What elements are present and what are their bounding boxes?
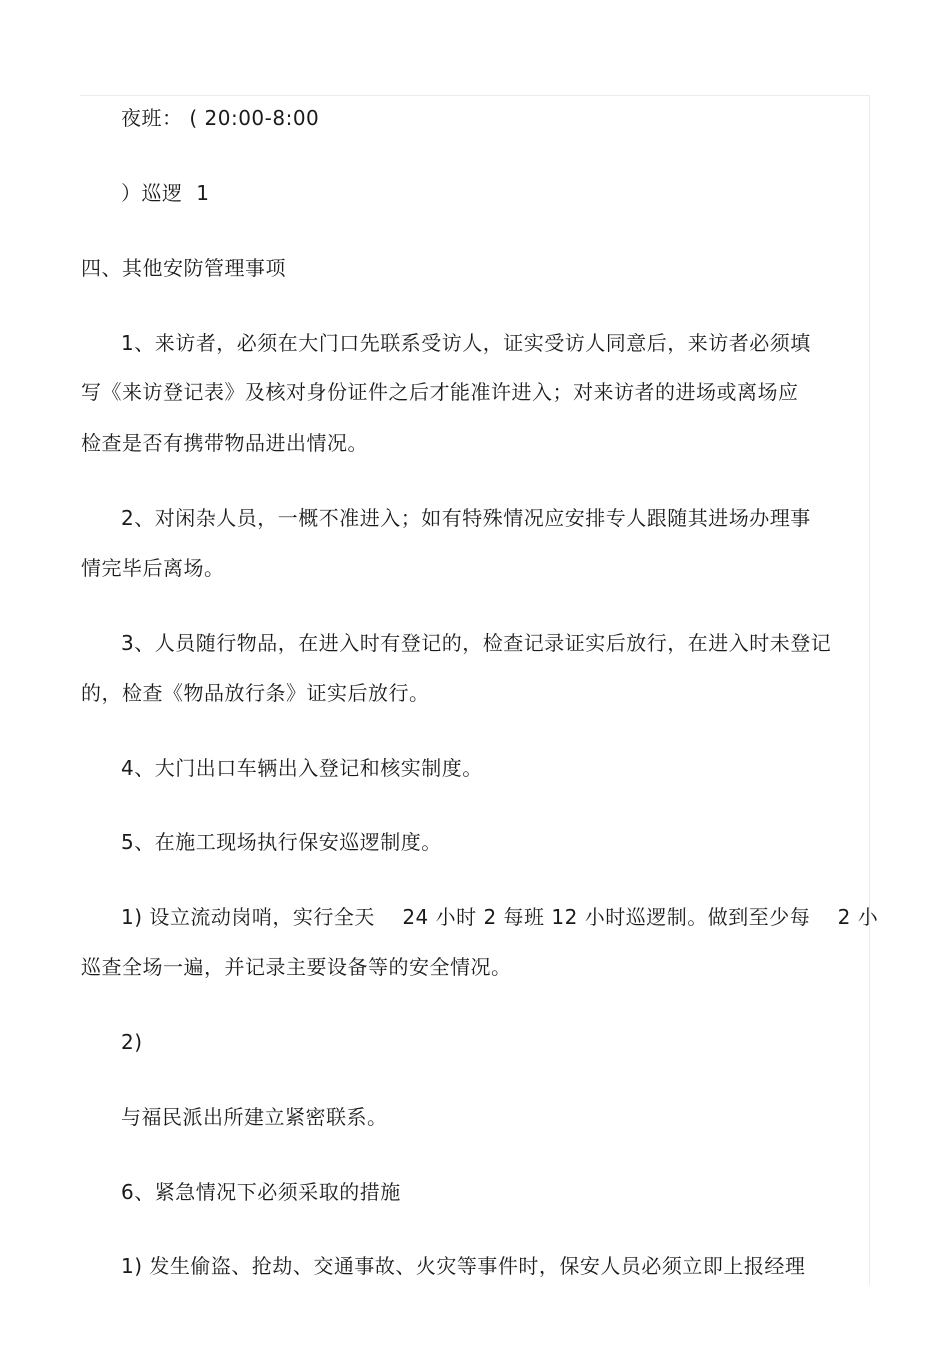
text-line: 2、对闲杂人员，一概不准进入；如有特殊情况应安排专人跟随其进场办理事 [121,506,811,530]
text-line: 4、大门出口车辆出入登记和核实制度。 [121,756,483,780]
text-line: 写《来访登记表》及核对身份证件之后才能准许进入；对来访者的进场或离场应 [81,380,799,404]
text-line: 2) [121,1030,143,1054]
text-line: 5、在施工现场执行保安巡逻制度。 [121,830,442,854]
text-line: 1、来访者，必须在大门口先联系受访人，证实受访人同意后，来访者必须填 [121,331,811,355]
section-heading: 四、其他安防管理事项 [81,256,286,280]
text-line: 巡查全场一遍，并记录主要设备等的安全情况。 [81,955,512,979]
text-line: 情完毕后离场。 [81,556,225,580]
text-line: 1) 发生偷盗、抢劫、交通事故、火灾等事件时，保安人员必须立即上报经理 [121,1254,806,1278]
text-line-night-shift: 夜班： ( 20:00-8:00 [121,106,320,130]
text-line-patrol: ）巡逻 1 [121,181,210,205]
text-line: 6、紧急情况下必须采取的措施 [121,1180,401,1204]
text-line: 检查是否有携带物品进出情况。 [81,431,368,455]
text-line: 的，检查《物品放行条》证实后放行。 [81,681,430,705]
text-line: 3、人员随行物品，在进入时有登记的，检查记录证实后放行，在进入时未登记 [121,631,832,655]
text-line: 与福民派出所建立紧密联系。 [121,1105,388,1129]
text-line: 1) 设立流动岗哨，实行全天 24 小时 2 每班 12 小时巡逻制。做到至少每 2 小 [121,905,879,929]
